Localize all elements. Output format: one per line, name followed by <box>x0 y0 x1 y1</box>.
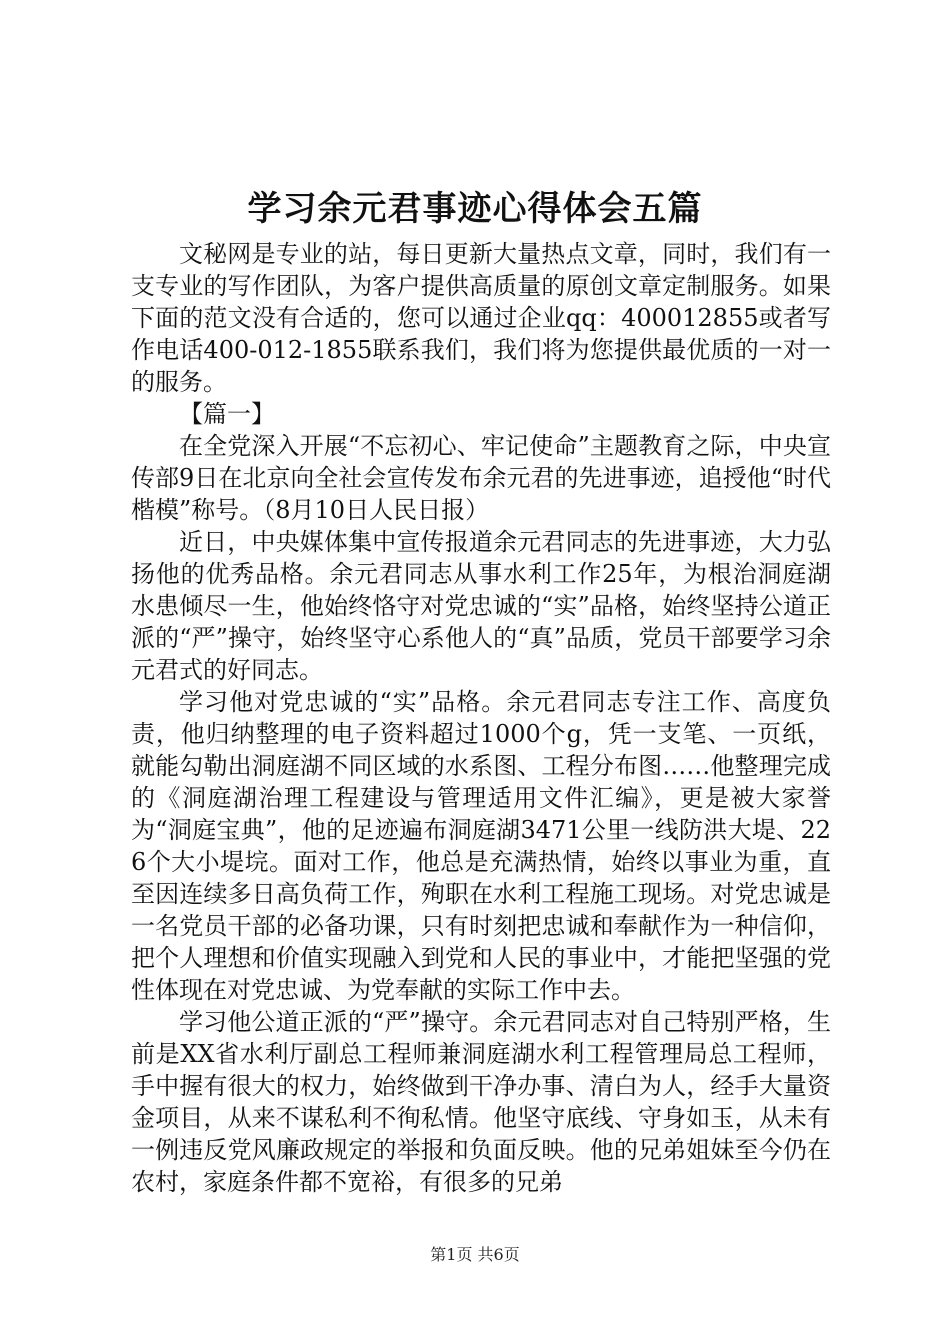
body-paragraph: 学习他公道正派的“严”操守。余元君同志对自己特别严格，生前是XX省水利厅副总工程师兼洞庭湖水利工程管理局总工程师，手中握有很大的权力，始终做到干净办事、清白为人，经手大量资金项目，从来不谋私利不徇私情。他坚守底线、守身如玉，从未有一例违反党风廉政规定的举报和负面反映。他的兄弟姐妹至今仍在农村，家庭条件都不宽裕，有很多的兄弟 <box>131 1008 831 1196</box>
document-body <box>131 238 831 1198</box>
document-title: 学习余元君事迹心得体会五篇 <box>247 189 703 229</box>
section-heading: 【篇一】 <box>179 400 275 428</box>
body-paragraph: 学习他对党忠诚的“实”品格。余元君同志专注工作、高度负责，他归纳整理的电子资料超过1000个g，凭一支笔、一页纸，就能勾勒出洞庭湖不同区域的水系图、工程分布图……他整理完成的《洞庭湖治理工程建设与管理适用文件汇编》，更是被大家誉为“洞庭宝典”，他的足迹遍布洞庭湖3471公里一线防洪大堤、226个大小堤垸。面对工作，他总是充满热情，始终以事业为重，直至因连续多日高负荷工作，殉职在水利工程施工现场。对党忠诚是一名党员干部的必备功课，只有时刻把忠诚和奉献作为一种信仰，把个人理想和价值实现融入到党和人民的事业中，才能把坚强的党性体现在对党忠诚、为党奉献的实际工作中去。 <box>131 688 831 1004</box>
page-footer: 第1页 共6页 <box>430 1245 520 1264</box>
body-paragraph: 在全党深入开展“不忘初心、牢记使命”主题教育之际，中央宣传部9日在北京向全社会宣传发布余元君的先进事迹，追授他“时代楷模”称号。（8月10日人民日报） <box>131 432 831 524</box>
body-paragraph: 近日，中央媒体集中宣传报道余元君同志的先进事迹，大力弘扬他的优秀品格。余元君同志从事水利工作25年，为根治洞庭湖水患倾尽一生，他始终恪守对党忠诚的“实”品格，始终坚持公道正派的“严”操守，始终坚守心系他人的“真”品质，党员干部要学习余元君式的好同志。 <box>131 528 831 684</box>
intro-paragraph: 文秘网是专业的站，每日更新大量热点文章，同时，我们有一支专业的写作团队，为客户提供高质量的原创文章定制服务。如果下面的范文没有合适的，您可以通过企业qq：400012855或者写作电话400-012-1855联系我们，我们将为您提供最优质的一对一的服务。 <box>131 240 831 396</box>
